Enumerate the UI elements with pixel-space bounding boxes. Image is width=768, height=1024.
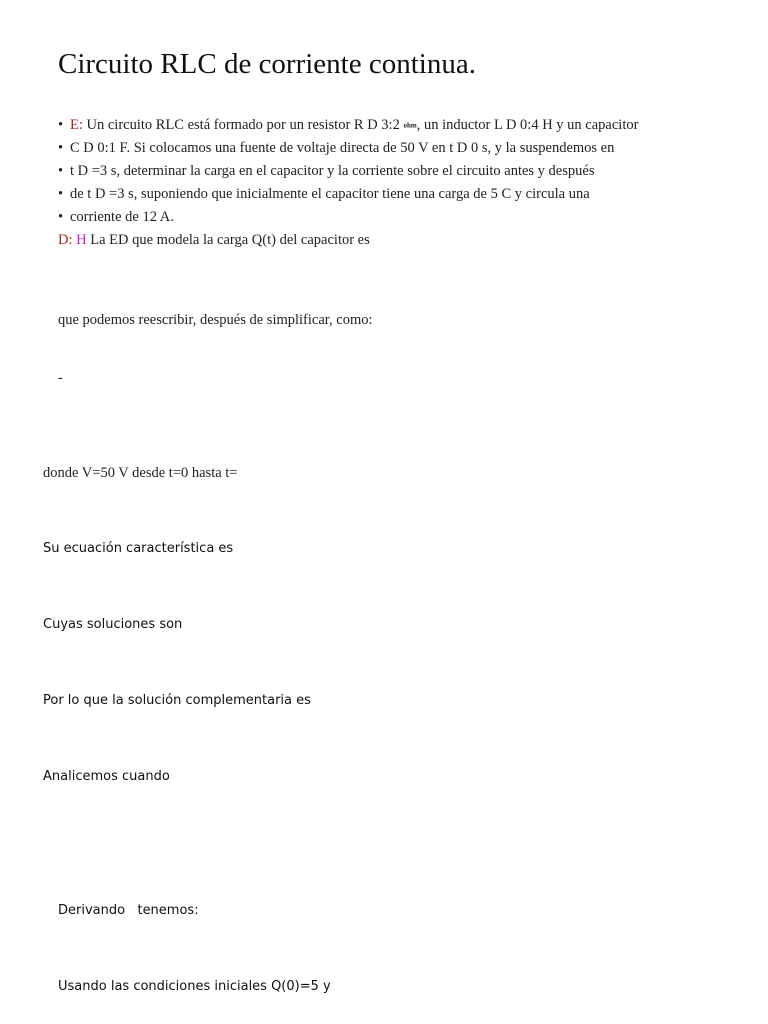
problem-text-5: corriente de 12 A. bbox=[70, 209, 174, 225]
example-label: E: bbox=[70, 117, 83, 133]
bullet-marker: • bbox=[58, 209, 64, 225]
problem-line-2 bbox=[58, 140, 614, 157]
problem-line-4 bbox=[58, 186, 590, 203]
bullet-marker: • bbox=[58, 163, 64, 179]
complementary-solution-text: Por lo que la solución complementaria es bbox=[43, 693, 311, 708]
solution-text: La ED que modela la carga Q(t) del capacitor es bbox=[90, 232, 370, 248]
problem-line-3 bbox=[58, 163, 594, 180]
bullet-marker: • bbox=[58, 140, 64, 156]
rewrite-text: que podemos reescribir, después de simplificar, como: bbox=[58, 312, 373, 328]
donde-text: donde V=50 V desde t=0 hasta t= bbox=[43, 465, 238, 481]
derivando-text: Derivando tenemos: bbox=[58, 903, 199, 918]
problem-line-1 bbox=[58, 117, 638, 134]
problem-text-2: C D 0:1 F. Si colocamos una fuente de voltaje directa de 50 V en t D 0 s, y la suspendemos en bbox=[70, 140, 615, 156]
characteristic-equation-text: Su ecuación característica es bbox=[43, 541, 234, 556]
solution-label-h: H bbox=[76, 232, 87, 248]
initial-conditions-text: Usando las condiciones iniciales Q(0)=5 y bbox=[58, 979, 331, 994]
bullet-marker: • bbox=[58, 117, 64, 133]
problem-text-1a: Un circuito RLC está formado por un resistor R D 3:2 bbox=[86, 117, 400, 133]
problem-text-4: de t D =3 s, suponiendo que inicialmente el capacitor tiene una carga de 5 C y circula una bbox=[70, 186, 590, 202]
page-title: Circuito RLC de corriente continua. bbox=[58, 48, 476, 80]
solutions-text: Cuyas soluciones son bbox=[43, 617, 183, 632]
problem-text-1b: , un inductor L D 0:4 H y un capacitor bbox=[416, 117, 639, 133]
bullet-marker: • bbox=[58, 186, 64, 202]
ohm-unit-small: ohm bbox=[403, 121, 417, 130]
solution-label-d: D: bbox=[58, 232, 73, 248]
problem-text-3: t D =3 s, determinar la carga en el capacitor y la corriente sobre el circuito antes y después bbox=[70, 163, 595, 179]
dash-mark: - bbox=[58, 370, 63, 386]
solution-intro bbox=[58, 232, 370, 249]
analyze-text: Analicemos cuando bbox=[43, 769, 170, 784]
problem-line-5 bbox=[58, 209, 174, 226]
